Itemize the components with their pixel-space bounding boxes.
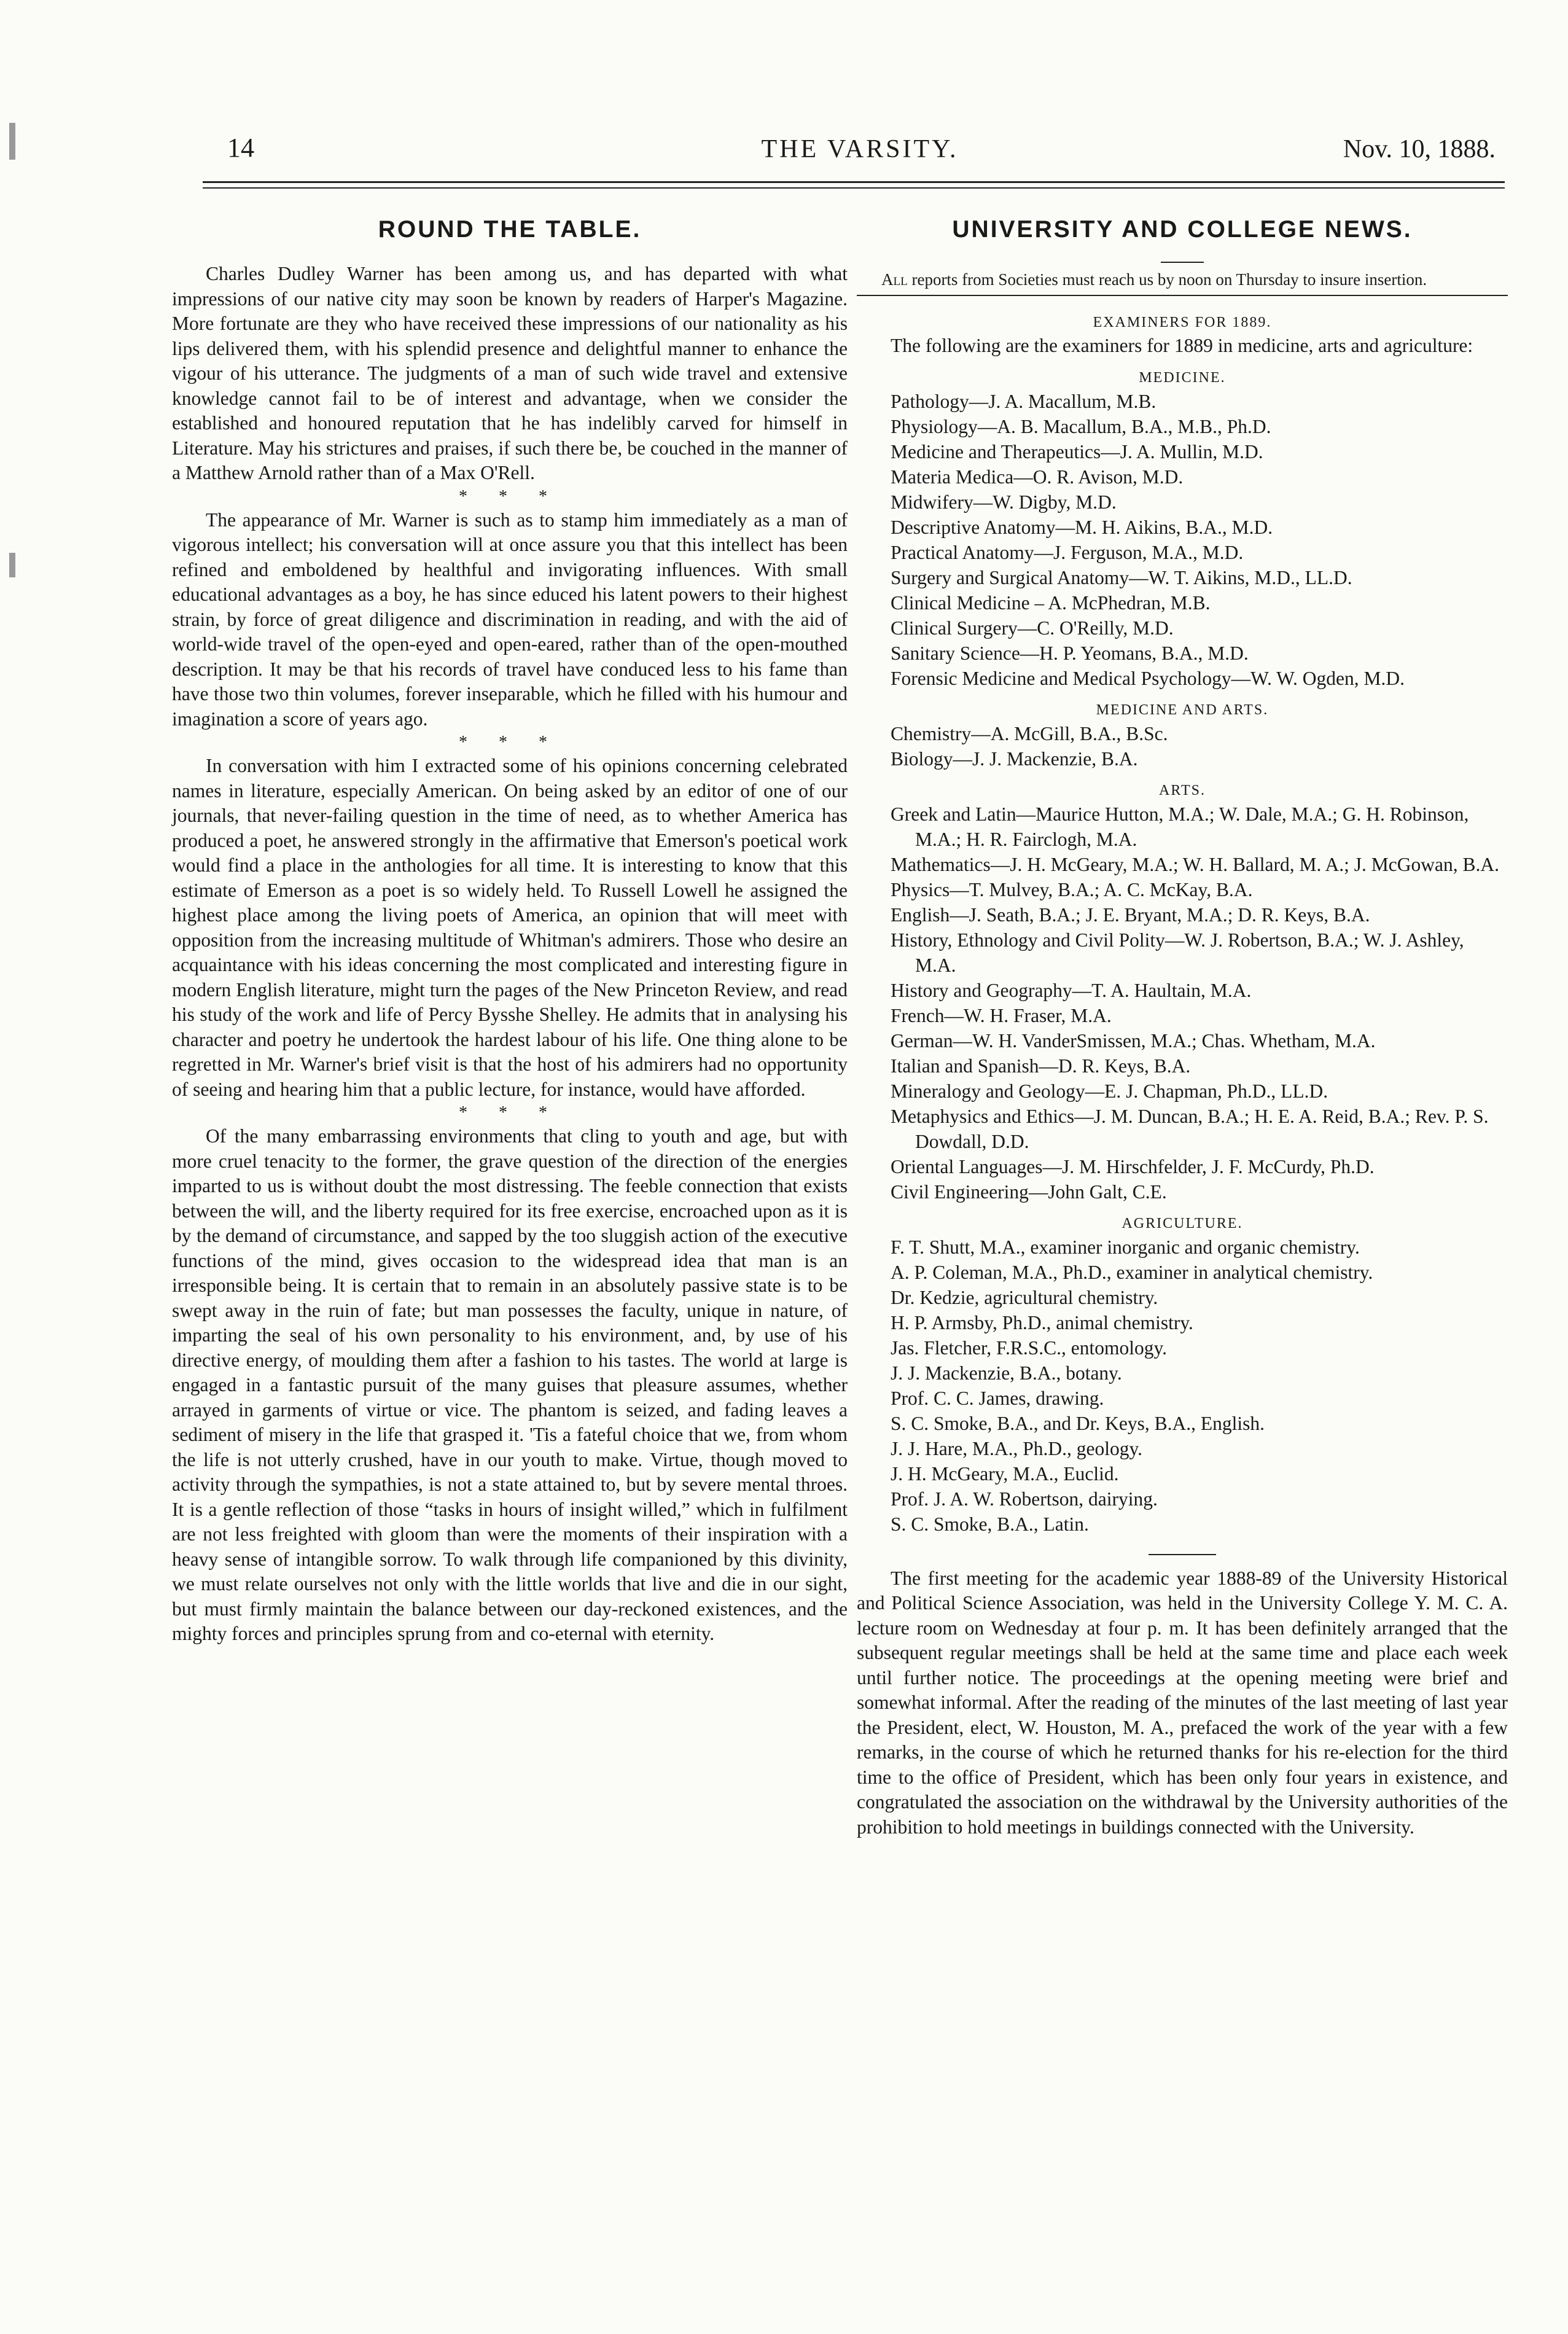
notice-text: reports from Societies must reach us by noon on Thursday to insure insertion.	[907, 270, 1427, 289]
notice-lead: All	[881, 270, 908, 289]
medicine-list	[857, 389, 1508, 691]
scan-edge-mark	[9, 123, 15, 160]
examiner-line: Pathology—J. A. Macallum, M.B.	[891, 390, 1156, 412]
examiner-line: Dr. Kedzie, agricultural chemistry.	[891, 1286, 1158, 1308]
examiner-line: Oriental Languages—J. M. Hirschfelder, J. F. McCurdy, Ph.D.	[891, 1155, 1375, 1177]
agriculture-heading: AGRICULTURE.	[1121, 1215, 1243, 1231]
examiner-line: Surgery and Surgical Anatomy—W. T. Aikins, M.D., LL.D.	[891, 566, 1352, 588]
examiner-line: Chemistry—A. McGill, B.A., B.Sc.	[891, 722, 1168, 744]
examiner-line: H. P. Armsby, Ph.D., animal chemistry.	[891, 1311, 1193, 1333]
examiner-line: Clinical Surgery—C. O'Reilly, M.D.	[891, 617, 1174, 639]
left-column	[172, 209, 848, 1647]
examiner-line: Metaphysics and Ethics—J. M. Duncan, B.A.; H. E. A. Reid, B.A.; Rev. P. S. Dowdall, D.D.	[891, 1105, 1489, 1152]
article-paragraph: The appearance of Mr. Warner is such as to stamp him immediately as a man of vigorous intellect; his conversation will at once assure you that this intellect has been refined and emboldened by healthful and invigorating influences. With small educational advantages as a boy, he has since educed his latent powers to their highest strain, by force of great diligence and discrimination in reading, and with the aid of world-wide travel of the open-eyed and open-eared, rather than of the open-mouthed description. It may be that his records of travel have conduced less to his fame than have those two thin volumes, forever inseparable, which he filled with his humour and imagination a score of years ago.	[172, 509, 848, 730]
arts-heading: ARTS.	[1159, 782, 1206, 798]
examiner-line: A. P. Coleman, M.A., Ph.D., examiner in analytical chemistry.	[891, 1261, 1373, 1283]
examiner-line: History and Geography—T. A. Haultain, M.A.	[891, 979, 1252, 1001]
title-rule	[1161, 262, 1204, 263]
meeting-paragraph: The first meeting for the academic year 1888-89 of the University Historical and Political Science Association, was held in the University College Y. M. C. A. lecture room on Wednesday at four p. m. It has been definitely arranged that the subsequent regular meetings shall be held at the same time and place each week until further notice. The proceedings at the opening meeting were brief and somewhat informal. After the reading of the minutes of the last meeting of last year the President, elect, W. Houston, M. A., prefaced the work of the year with a few remarks, in the course of which he returned thanks for his re-election for the third time to the office of President, which has been only four years in existence, and congratulated the association on the withdrawal by the University authorities of the prohibition to hold meetings in buildings connected with the University.	[857, 1567, 1508, 1838]
page-header	[215, 132, 1505, 169]
examiner-line: Biology—J. J. Mackenzie, B.A.	[891, 747, 1138, 770]
issue-date: Nov. 10, 1888.	[1343, 135, 1496, 163]
header-rule	[203, 181, 1505, 183]
examiner-line: Clinical Medicine – A. McPhedran, M.B.	[891, 591, 1211, 614]
examiner-line: Italian and Spanish—D. R. Keys, B.A.	[891, 1055, 1191, 1077]
examiner-line: Midwifery—W. Digby, M.D.	[891, 491, 1117, 513]
section-stars: * * *	[459, 486, 561, 506]
examiner-line: J. H. McGeary, M.A., Euclid.	[891, 1462, 1119, 1485]
medicine-arts-heading: MEDICINE AND ARTS.	[1096, 701, 1269, 718]
medicine-arts-list	[857, 721, 1508, 771]
examiners-intro: The following are the examiners for 1889 in medicine, arts and agriculture:	[891, 335, 1473, 356]
examiner-line: Prof. J. A. W. Robertson, dairying.	[891, 1488, 1158, 1510]
examiner-line: History, Ethnology and Civil Polity—W. J. Robertson, B.A.; W. J. Ashley, M.A.	[891, 929, 1464, 976]
examiner-line: Mineralogy and Geology—E. J. Chapman, Ph.D., LL.D.	[891, 1080, 1328, 1102]
examiner-line: J. J. Hare, M.A., Ph.D., geology.	[891, 1437, 1143, 1459]
examiner-line: Descriptive Anatomy—M. H. Aikins, B.A., M.D.	[891, 516, 1273, 538]
examiner-line: Mathematics—J. H. McGeary, M.A.; W. H. Ballard, M. A.; J. McGowan, B.A.	[891, 853, 1499, 875]
examiner-line: Materia Medica—O. R. Avison, M.D.	[891, 466, 1184, 488]
examiner-line: French—W. H. Fraser, M.A.	[891, 1004, 1112, 1026]
university-news-title: UNIVERSITY AND COLLEGE NEWS.	[952, 216, 1413, 243]
article-paragraph: Of the many embarrassing environments that cling to youth and age, but with more cruel tenacity to the former, the grave question of the direction of the energies imparted to us is without doubt the most distressing. The feeble connection that exists between the will, and the liberty required for its free exercise, encroached upon as it is by the demand of circumstance, and sapped by the too sluggish action of the executive functions of the mind, gives occasion to the widespread idea that man is an irresponsible being. It is certain that to remain in an absolutely passive state is to be swept away in the ruin of fate; but man possesses the faculty, unique in nature, of imparting the seal of his own personality to his environment, and, by use of his directive energy, of moulding them after a fashion to his tastes. The world at large is engaged in a fantastic pursuit of the many guises that pleasure assumes, whether arrayed in garments of virtue or vice. The phantom is seized, and fading leaves a sediment of misery in the life that grasped it. 'Tis a fateful choice that we, from whom the life is not utterly crushed, have in our youth to make. Virtue, though moved to activity through the sympathies, is not a state attained to, but by severe mental throes. It is a gentle reflection of those “tasks in hours of insight willed,” which in fulfilment are not less freighted with gloom than were the moments of their inspiration with a heavy sense of intangible sorrow. To walk through life companioned by this divinity, we must relate ourselves not only with the little worlds that live and die in our sight, but must firmly maintain the balance between our day-reckoned existences, and the mighty forces and principles sprung from and co-eternal with eternity.	[172, 1125, 848, 1644]
right-column	[857, 209, 1508, 1840]
examiner-line: Sanitary Science—H. P. Yeomans, B.A., M.D.	[891, 642, 1249, 664]
examiner-line: S. C. Smoke, B.A., and Dr. Keys, B.A., English.	[891, 1412, 1265, 1434]
notice-rule	[857, 295, 1508, 296]
masthead: THE VARSITY.	[761, 135, 959, 163]
examiner-line: Jas. Fletcher, F.R.S.C., entomology.	[891, 1337, 1168, 1359]
examiner-line: Civil Engineering—John Galt, C.E.	[891, 1181, 1167, 1203]
examiners-heading: EXAMINERS FOR 1889.	[1093, 314, 1272, 330]
section-stars: * * *	[459, 733, 561, 752]
section-stars: * * *	[459, 1103, 561, 1122]
examiner-line: German—W. H. VanderSmissen, M.A.; Chas. Whetham, M.A.	[891, 1029, 1376, 1052]
page-number: 14	[227, 133, 254, 163]
examiner-line: Physiology—A. B. Macallum, B.A., M.B., Ph.D.	[891, 415, 1271, 437]
examiner-line: F. T. Shutt, M.A., examiner inorganic and organic chemistry.	[891, 1236, 1360, 1258]
article-paragraph: In conversation with him I extracted some of his opinions concerning celebrated names in literature, especially American. On being asked by an editor of one of our journals, that never-failing question in the time of need, as to whether America has produced a poet, he answered strongly in the affirmative that Emerson's poetical work would find a place in the anthologies for all time. It is interesting to know that this estimate of Emerson as a poet is so widely held. To Russell Lowell he assigned the highest place among the living poets of America, an opinion that will meet with opposition from the increasing multitude of Whitman's admirers. Those who desire an acquaintance with his ideas concerning the most complicated and interesting figure in modern English literature, might turn the pages of the New Princeton Review, and read his study of the work and life of Percy Bysshe Shelley. He admits that in analysing his character and poetry he undertook the hardest labour of his life. One thing alone to be regretted in Mr. Warner's brief visit is that the host of his admirers had no opportunity of seeing and hearing him that a public lecture, for instance, would have afforded.	[172, 755, 848, 1100]
article-paragraph: Charles Dudley Warner has been among us, and has departed with what impressions of our native city may soon be known by readers of Harper's Magazine. More fortunate are they who have received these impressions of our nationality as his lips delivered them, with his splendid presence and delightful manner to enhance the vigour of his utterance. The judgments of a man of such wide travel and extensive knowledge cannot fail to be of interest and advantage, when we consider the established and honoured reputation that he has indelibly carved for himself in Literature. May his strictures and praises, if such there be, be couched in the manner of a Matthew Arnold rather than of a Max O'Rell.	[172, 263, 848, 483]
scan-edge-mark	[9, 553, 15, 577]
medicine-heading: MEDICINE.	[1139, 369, 1226, 386]
agriculture-list	[857, 1235, 1508, 1537]
examiner-line: Practical Anatomy—J. Ferguson, M.A., M.D.	[891, 541, 1244, 563]
examiner-line: J. J. Mackenzie, B.A., botany.	[891, 1362, 1122, 1384]
examiner-line: S. C. Smoke, B.A., Latin.	[891, 1513, 1089, 1535]
round-the-table-title: ROUND THE TABLE.	[378, 216, 642, 243]
submission-notice	[857, 269, 1508, 290]
examiner-line: Physics—T. Mulvey, B.A.; A. C. McKay, B.A.	[891, 878, 1253, 900]
examiner-line: Prof. C. C. James, drawing.	[891, 1387, 1104, 1409]
examiner-line: Greek and Latin—Maurice Hutton, M.A.; W. Dale, M.A.; G. H. Robinson, M.A.; H. R. Fairclogh, M.A.	[891, 803, 1469, 850]
examiner-line: Forensic Medicine and Medical Psychology—W. W. Ogden, M.D.	[891, 667, 1405, 689]
header-rule-thin	[203, 187, 1505, 189]
arts-list	[857, 802, 1508, 1204]
examiner-line: English—J. Seath, B.A.; J. E. Bryant, M.A.; D. R. Keys, B.A.	[891, 904, 1370, 926]
examiner-line: Medicine and Therapeutics—J. A. Mullin, M.D.	[891, 440, 1263, 463]
section-divider	[1149, 1554, 1216, 1555]
